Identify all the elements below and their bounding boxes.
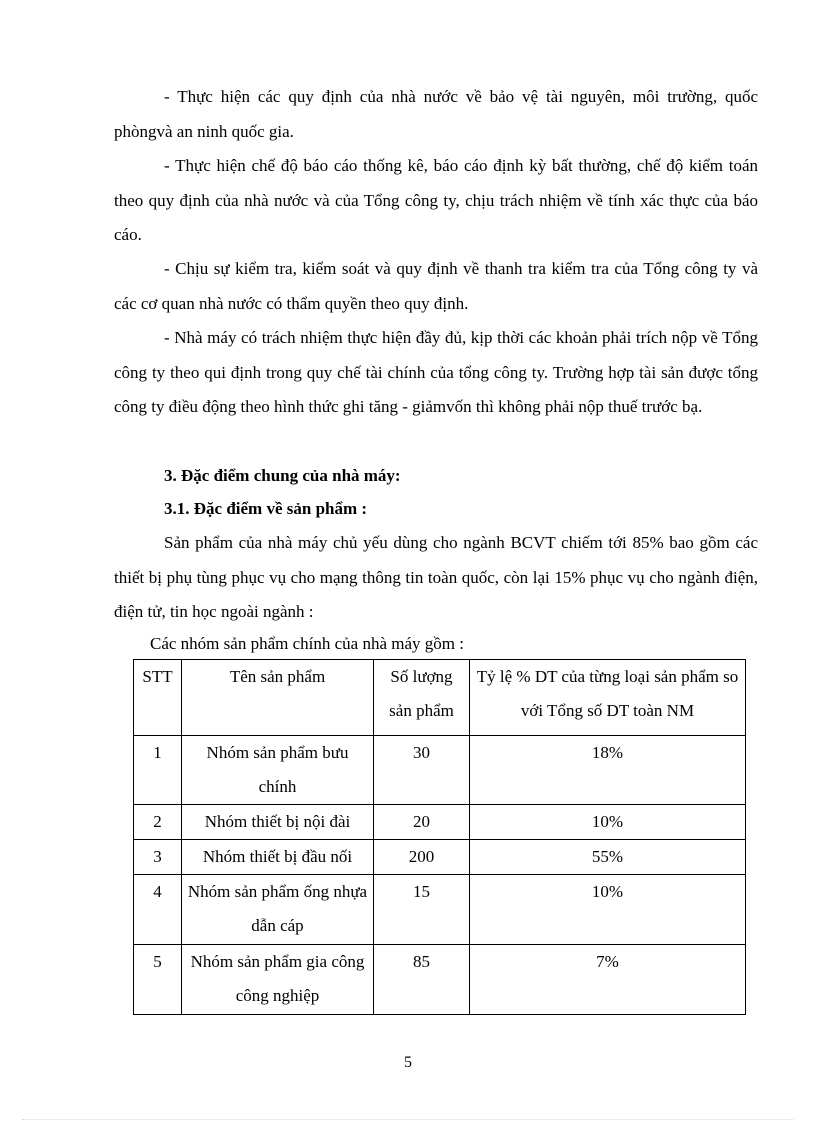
products-table xyxy=(133,659,746,1015)
row-ratio: 7% xyxy=(470,945,746,1015)
row-quantity: 20 xyxy=(374,805,470,840)
header-quantity: Số lượng sản phẩm xyxy=(374,660,470,736)
row-ratio: 10% xyxy=(470,805,746,840)
row-stt: 4 xyxy=(134,875,182,945)
row-name: Nhóm sản phẩm ống nhựa dẫn cáp xyxy=(182,875,374,945)
paragraph-environment: - Thực hiện các quy định của nhà nước về bảo vệ tài nguyên, môi trường, quốc phòngvà an ninh quốc gia. xyxy=(114,87,758,141)
table-header-row xyxy=(134,660,746,736)
paragraph-obligations: - Nhà máy có trách nhiệm thực hiện đầy đủ, kịp thời các khoản phải trích nộp về Tổng công ty theo qui định trong quy chế tài chính của tổng công ty. Trường hợp tài sản được tổng công ty điều động theo hình thức ghi tăng - giảmvốn thì không phải nộp thuế trước bạ. xyxy=(114,328,758,416)
table-row xyxy=(134,945,746,1015)
section-heading: 3. Đặc điểm chung của nhà máy: xyxy=(164,466,401,485)
row-ratio: 10% xyxy=(470,875,746,945)
paragraph-inspection: - Chịu sự kiểm tra, kiểm soát và quy định về thanh tra kiểm tra của Tổng công ty và các cơ quan nhà nước có thẩm quyền theo quy định. xyxy=(114,259,758,313)
row-quantity: 15 xyxy=(374,875,470,945)
row-stt: 2 xyxy=(134,805,182,840)
table-row xyxy=(134,805,746,840)
row-name: Nhóm thiết bị đầu nối xyxy=(182,840,374,875)
row-name: Nhóm sản phẩm bưu chính xyxy=(182,736,374,805)
header-name: Tên sản phẩm xyxy=(182,660,374,736)
row-stt: 5 xyxy=(134,945,182,1015)
table-intro: Các nhóm sản phẩm chính của nhà máy gồm : xyxy=(150,634,464,653)
table-row xyxy=(134,840,746,875)
intro-paragraph: Sản phẩm của nhà máy chủ yếu dùng cho ngành BCVT chiếm tới 85% bao gồm các thiết bị phụ tùng phục vụ cho mạng thông tin toàn quốc, còn lại 15% phục vụ cho ngành điện, điện tử, tin học ngoài ngành : xyxy=(114,533,758,621)
row-quantity: 200 xyxy=(374,840,470,875)
row-quantity: 30 xyxy=(374,736,470,805)
row-stt: 3 xyxy=(134,840,182,875)
subsection-heading: 3.1. Đặc điểm về sản phẩm : xyxy=(164,499,368,518)
page-number: 5 xyxy=(404,1054,412,1071)
header-ratio: Tỷ lệ % DT của từng loại sản phẩm so với Tổng số DT toàn NM xyxy=(470,660,746,736)
row-ratio: 55% xyxy=(470,840,746,875)
paragraph-reporting: - Thực hiện chế độ báo cáo thống kê, báo cáo định kỳ bất thường, chế độ kiểm toán theo quy định của nhà nước và của Tổng công ty, chịu trách nhiệm về tính xác thực của báo cáo. xyxy=(114,156,758,244)
row-quantity: 85 xyxy=(374,945,470,1015)
header-stt: STT xyxy=(134,660,182,736)
table-row xyxy=(134,875,746,945)
row-ratio: 18% xyxy=(470,736,746,805)
row-stt: 1 xyxy=(134,736,182,805)
row-name: Nhóm sản phẩm gia công công nghiệp xyxy=(182,945,374,1015)
page-bottom-divider xyxy=(22,1119,794,1120)
table-row xyxy=(134,736,746,805)
row-name: Nhóm thiết bị nội đài xyxy=(182,805,374,840)
